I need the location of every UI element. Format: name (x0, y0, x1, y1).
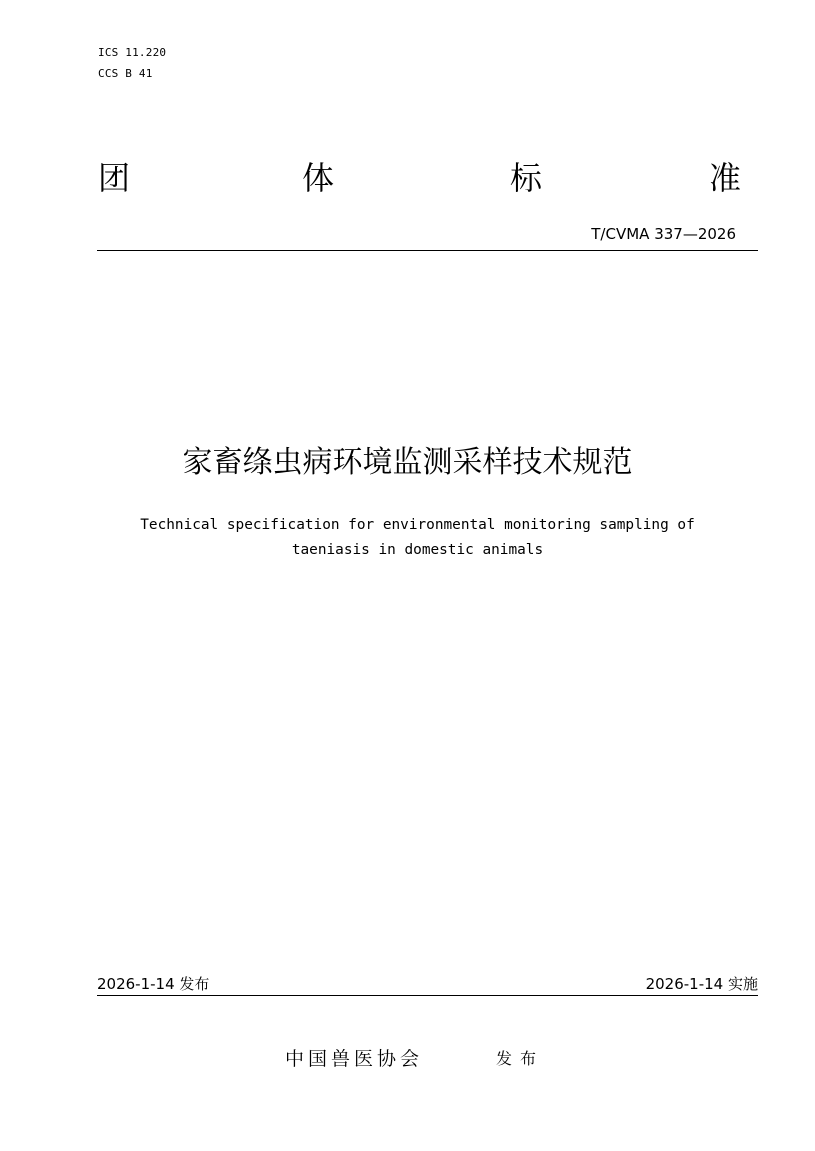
document-title-english (60, 513, 775, 563)
document-title-chinese: 家畜绦虫病环境监测采样技术规范 (182, 445, 633, 480)
ics-code: ICS 11.220 (98, 46, 167, 59)
standard-type-char: 准 (709, 159, 742, 197)
standard-type (98, 158, 748, 202)
header-divider (97, 250, 758, 251)
publish-action: 发布 (496, 1049, 545, 1068)
standard-number: T/CVMA 337—2026 (591, 225, 736, 243)
english-title-line: taeniasis in domestic animals (291, 542, 544, 558)
standard-type-char: 标 (510, 159, 543, 197)
implement-date: 2026-1-14 实施 (645, 975, 758, 993)
english-title-line: Technical specification for environmental monitoring sampling of (140, 517, 695, 533)
publish-date: 2026-1-14 发布 (97, 975, 210, 993)
footer-divider (97, 995, 758, 996)
ccs-code: CCS B 41 (98, 67, 153, 80)
standard-type-char: 体 (302, 159, 335, 197)
publisher-name: 中国兽医协会 (285, 1048, 424, 1070)
classification-codes (98, 42, 166, 84)
standard-type-char: 团 (98, 159, 131, 197)
